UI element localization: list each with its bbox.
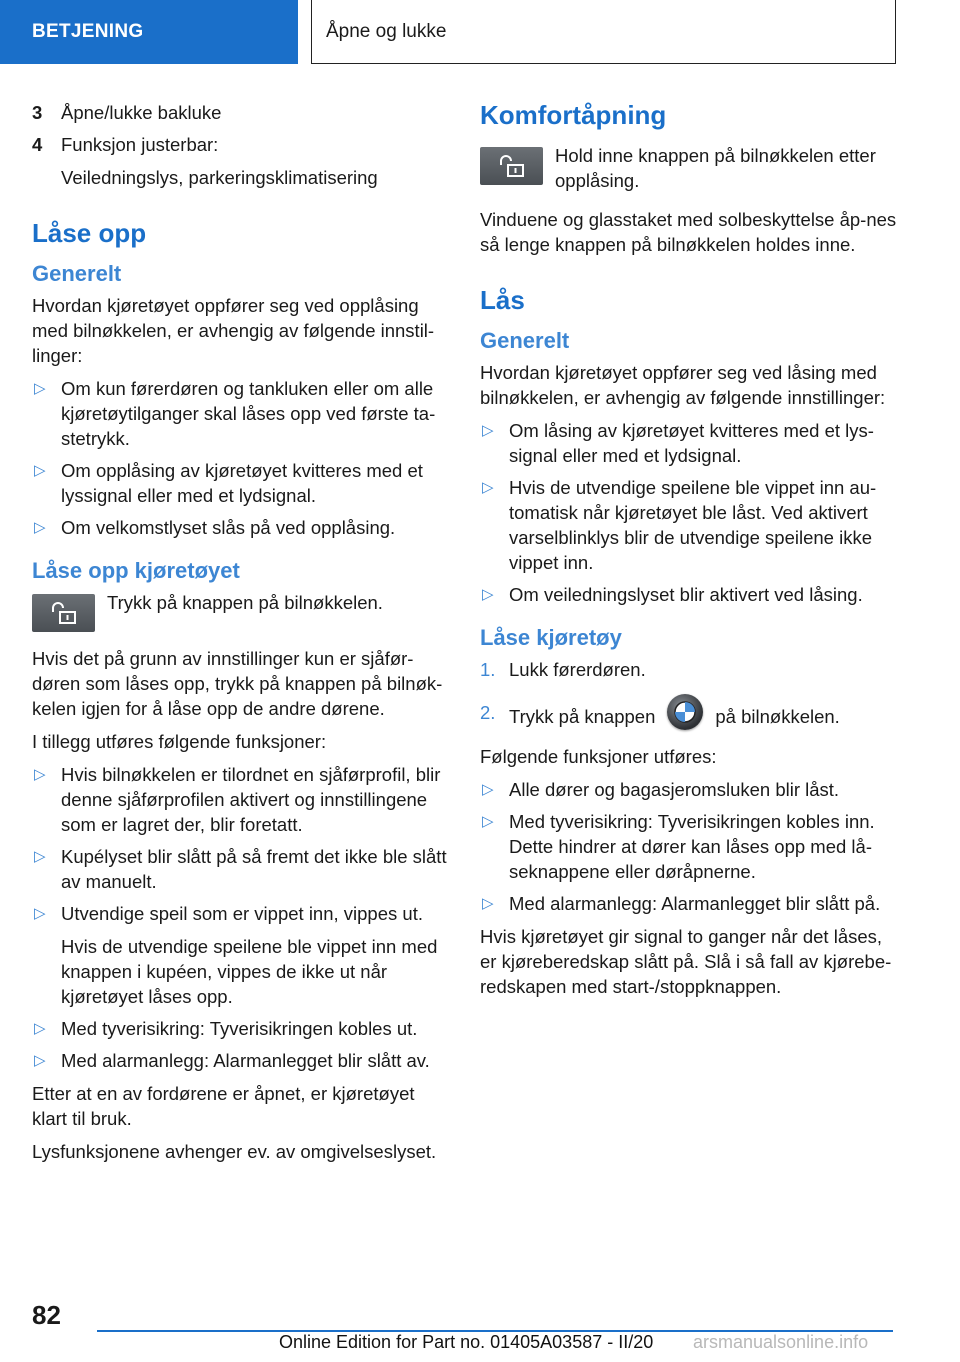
heading-lock-vehicle: Låse kjøretøy xyxy=(480,625,622,650)
bullet-triangle-icon: ▷ xyxy=(482,895,494,912)
unlock-padlock-icon xyxy=(480,147,543,185)
heading-comfort-opening: Komfortåpning xyxy=(480,100,667,130)
bmw-logo-icon xyxy=(667,694,703,730)
page-number: 82 xyxy=(32,1300,61,1330)
list-item: ▷ Om kun førerdøren og tankluken eller om alle kjøretøytilganger skal låses opp ved første ta-stetrykk. xyxy=(34,378,436,449)
list-item: ▷ Med tyverisikring: Tyverisikringen kobles ut. xyxy=(34,1018,418,1039)
comfort-paragraph: Vinduene og glasstaket med solbeskyttelse åp-nes så lenge knappen på bilnøkkelen holdes inne. xyxy=(480,209,897,255)
item-number: 4 xyxy=(32,134,43,155)
bullet-triangle-icon: ▷ xyxy=(34,848,46,865)
additional-paragraph: I tillegg utføres følgende funksjoner: xyxy=(32,731,327,752)
press-instruction: Trykk på knappen på bilnøkkelen. xyxy=(107,592,383,613)
step-item: 2. Trykk på knappen på bilnøkkelen. xyxy=(480,700,900,736)
item-number: 3 xyxy=(32,102,43,123)
bullet-triangle-icon: ▷ xyxy=(34,1020,46,1037)
list-item: ▷ Om velkomstlyset slås på ved opplåsing. xyxy=(34,517,396,538)
item-text: Åpne/lukke bakluke xyxy=(61,102,222,123)
mirror-note: Hvis de utvendige speilene ble vippet inn med knappen i kupéen, vippes de ikke ut når kjøretøyet låses opp. xyxy=(61,936,438,1007)
numbered-item xyxy=(32,132,452,190)
heading-general: Generelt xyxy=(480,328,570,353)
standby-paragraph: Hvis kjøretøyet gir signal to ganger når det låses, er kjøreberedskap slått på. Slå i så fall av kjørebe-redskapen med start-/stoppknappen. xyxy=(480,926,892,997)
heading-general: Generelt xyxy=(32,261,122,286)
heading-unlock-vehicle: Låse opp kjøretøyet xyxy=(32,558,240,583)
unlock-instruction xyxy=(32,590,452,632)
bullet-triangle-icon: ▷ xyxy=(482,781,494,798)
left-column xyxy=(32,100,452,1172)
ready-paragraph: Etter at en av fordørene er åpnet, er kjøretøyet klart til bruk. xyxy=(32,1083,415,1129)
step-number: 1. xyxy=(480,659,496,680)
step-number: 2. xyxy=(480,702,496,723)
list-item: ▷ Med alarmanlegg: Alarmanlegget blir slått på. xyxy=(482,893,881,914)
list-item: ▷ Alle dører og bagasjeromsluken blir låst. xyxy=(482,779,840,800)
numbered-item xyxy=(32,100,452,125)
bullet-triangle-icon: ▷ xyxy=(482,422,494,439)
list-item: ▷ Hvis de utvendige speilene ble vippet inn au-tomatisk når kjøretøyet ble låst. Ved aktivert varselblinklys blir de utvendige speilene ikke vippet inn. xyxy=(482,477,877,573)
lock-steps xyxy=(480,657,900,736)
list-item: ▷ Utvendige speil som er vippet inn, vippes ut. Hvis de utvendige speilene ble vippet inn med knappen i kupéen, vippes de ikke ut når kjøretøyet låses opp. xyxy=(32,901,452,1009)
list-item: ▷ Med alarmanlegg: Alarmanlegget blir slått av. xyxy=(34,1050,430,1071)
footer-edition: Online Edition for Part no. 01405A03587 - II/20 xyxy=(279,1332,654,1352)
item-subtext: Veiledningslys, parkeringsklimatisering xyxy=(61,167,378,188)
general-paragraph: Hvordan kjøretøyet oppfører seg ved låsing med bilnøkkelen, er avhengig av følgende innstillinger: xyxy=(480,362,886,408)
bullet-triangle-icon: ▷ xyxy=(34,519,46,536)
light-paragraph: Lysfunksjonene avhenger ev. av omgivelseslyset. xyxy=(32,1141,437,1162)
list-item: ▷ Hvis bilnøkkelen er tilordnet en sjåførprofil, blir denne sjåførprofilen aktivert og innstillingene som er lagret der, blir foretatt. xyxy=(34,764,441,835)
heading-lock: Lås xyxy=(480,285,525,315)
bullet-triangle-icon: ▷ xyxy=(34,1052,46,1069)
footer-watermark: arsmanualsonline.info xyxy=(693,1332,869,1352)
following-paragraph: Følgende funksjoner utføres: xyxy=(480,746,717,767)
bullet-triangle-icon: ▷ xyxy=(34,766,46,783)
bullet-triangle-icon: ▷ xyxy=(482,813,494,830)
bullet-triangle-icon: ▷ xyxy=(482,479,494,496)
bullet-triangle-icon: ▷ xyxy=(34,380,46,397)
bullet-triangle-icon: ▷ xyxy=(34,462,46,479)
unlock-padlock-icon xyxy=(32,594,95,632)
functions-list xyxy=(32,762,452,1073)
step-item: 1. Lukk førerdøren. xyxy=(480,659,646,680)
chapter-header xyxy=(311,0,896,64)
item-text-main: Funksjon justerbar: xyxy=(61,134,219,155)
item-text xyxy=(61,132,378,190)
heading-unlock: Låse opp xyxy=(32,218,147,248)
list-item: ▷ Med tyverisikring: Tyverisikringen kobles inn. Dette hindrer at dører kan låses opp med lå-seknappene eller døråpnerne. xyxy=(482,811,875,882)
bullet-triangle-icon: ▷ xyxy=(34,905,46,922)
general-list xyxy=(480,418,900,607)
comfort-instruction xyxy=(480,143,900,193)
driver-door-paragraph: Hvis det på grunn av innstillinger kun er sjåfør-døren som låses opp, trykk på knappen på bilnøk-kelen igjen for å låse opp de andre dørene. xyxy=(32,648,443,719)
comfort-press-text: Hold inne knappen på bilnøkkelen etter opplåsing. xyxy=(555,145,876,191)
section-title: BETJENING xyxy=(32,21,144,42)
list-item: ▷ Om opplåsing av kjøretøyet kvitteres med et lyssignal eller med et lydsignal. xyxy=(34,460,423,506)
general-list xyxy=(32,376,452,540)
general-paragraph: Hvordan kjøretøyet oppfører seg ved opplåsing med bilnøkkelen, er avhengig av følgende innstil-linger: xyxy=(32,295,435,366)
list-item: ▷ Om veiledningslyset blir aktivert ved låsing. xyxy=(482,584,863,605)
functions-list xyxy=(480,777,900,916)
list-item: ▷ Kupélyset blir slått på så fremt det ikke ble slått av manuelt. xyxy=(34,846,447,892)
chapter-title: Åpne og lukke xyxy=(326,20,447,42)
bullet-triangle-icon: ▷ xyxy=(482,586,494,603)
section-tab xyxy=(0,0,298,64)
list-item: ▷ Om låsing av kjøretøyet kvitteres med et lys-signal eller med et lydsignal. xyxy=(482,420,874,466)
right-column xyxy=(480,100,900,1007)
